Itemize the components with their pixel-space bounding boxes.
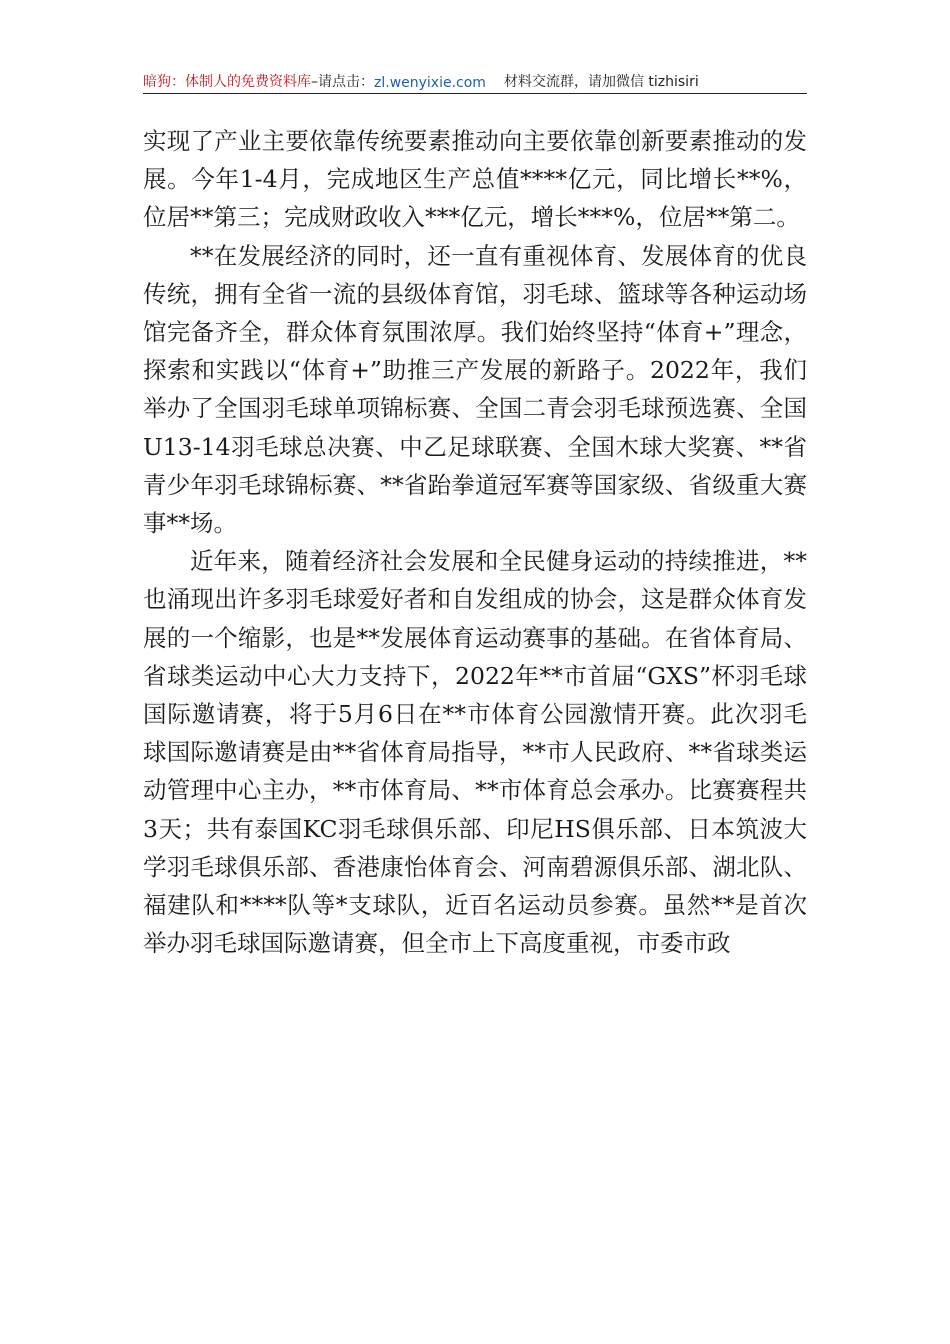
site-name: 暗狗：体制人的免费资料库 (143, 74, 311, 90)
paragraph-badminton-invitational: 近年来，随着经济社会发展和全民健身运动的持续推进，**也涌现出许多羽毛球爱好者和自发组成的协会，这是群众体育发展的一个缩影，也是**发展体育运动赛事的基础。在省体育局、省球类运动中心大力支持下，2022年**市首届“GXS”杯羽毛球国际邀请赛，将于5月6日在**市体育公园激情开赛。此次羽毛球国际邀请赛是由**省体育局指导，**市人民政府、**省球类运动管理中心主办，**市体育局、**市体育总会承办。比赛赛程共3天；共有泰国KC羽毛球俱乐部、印尼HS俱乐部、日本筑波大学羽毛球俱乐部、香港康怡体育会、河南碧源俱乐部、湖北队、福建队和****队等*支球队，近百名运动员参赛。虽然**是首次举办羽毛球国际邀请赛，但全市上下高度重视，市委市政 (143, 547, 807, 958)
site-link[interactable]: zl.wenyixie.com (374, 75, 486, 91)
wechat-note: 材料交流群，请加微信 tizhisiri (503, 74, 699, 90)
page-header (143, 68, 807, 94)
click-prompt: –请点击： (311, 74, 374, 90)
document-body (143, 122, 807, 962)
paragraph-sports-tradition: **在发展经济的同时，还一直有重视体育、发展体育的优良传统，拥有全省一流的县级体育馆，羽毛球、篮球等各种运动场馆完备齐全，群众体育氛围浓厚。我们始终坚持“体育+”理念，探索和实践以“体育+”助推三产发展的新路子。2022年，我们举办了全国羽毛球单项锦标赛、全国二青会羽毛球预选赛、全国U13-14羽毛球总决赛、中乙足球联赛、全国木球大奖赛、**省青少年羽毛球锦标赛、**省跆拳道冠军赛等国家级、省级重大赛事**场。 (143, 241, 807, 538)
paragraph-continuation: 实现了产业主要依靠传统要素推动向主要依靠创新要素推动的发展。今年1-4月，完成地区生产总值****亿元，同比增长**%，位居**第三；完成财政收入***亿元，增长***%，位居**第二。 (143, 127, 807, 232)
